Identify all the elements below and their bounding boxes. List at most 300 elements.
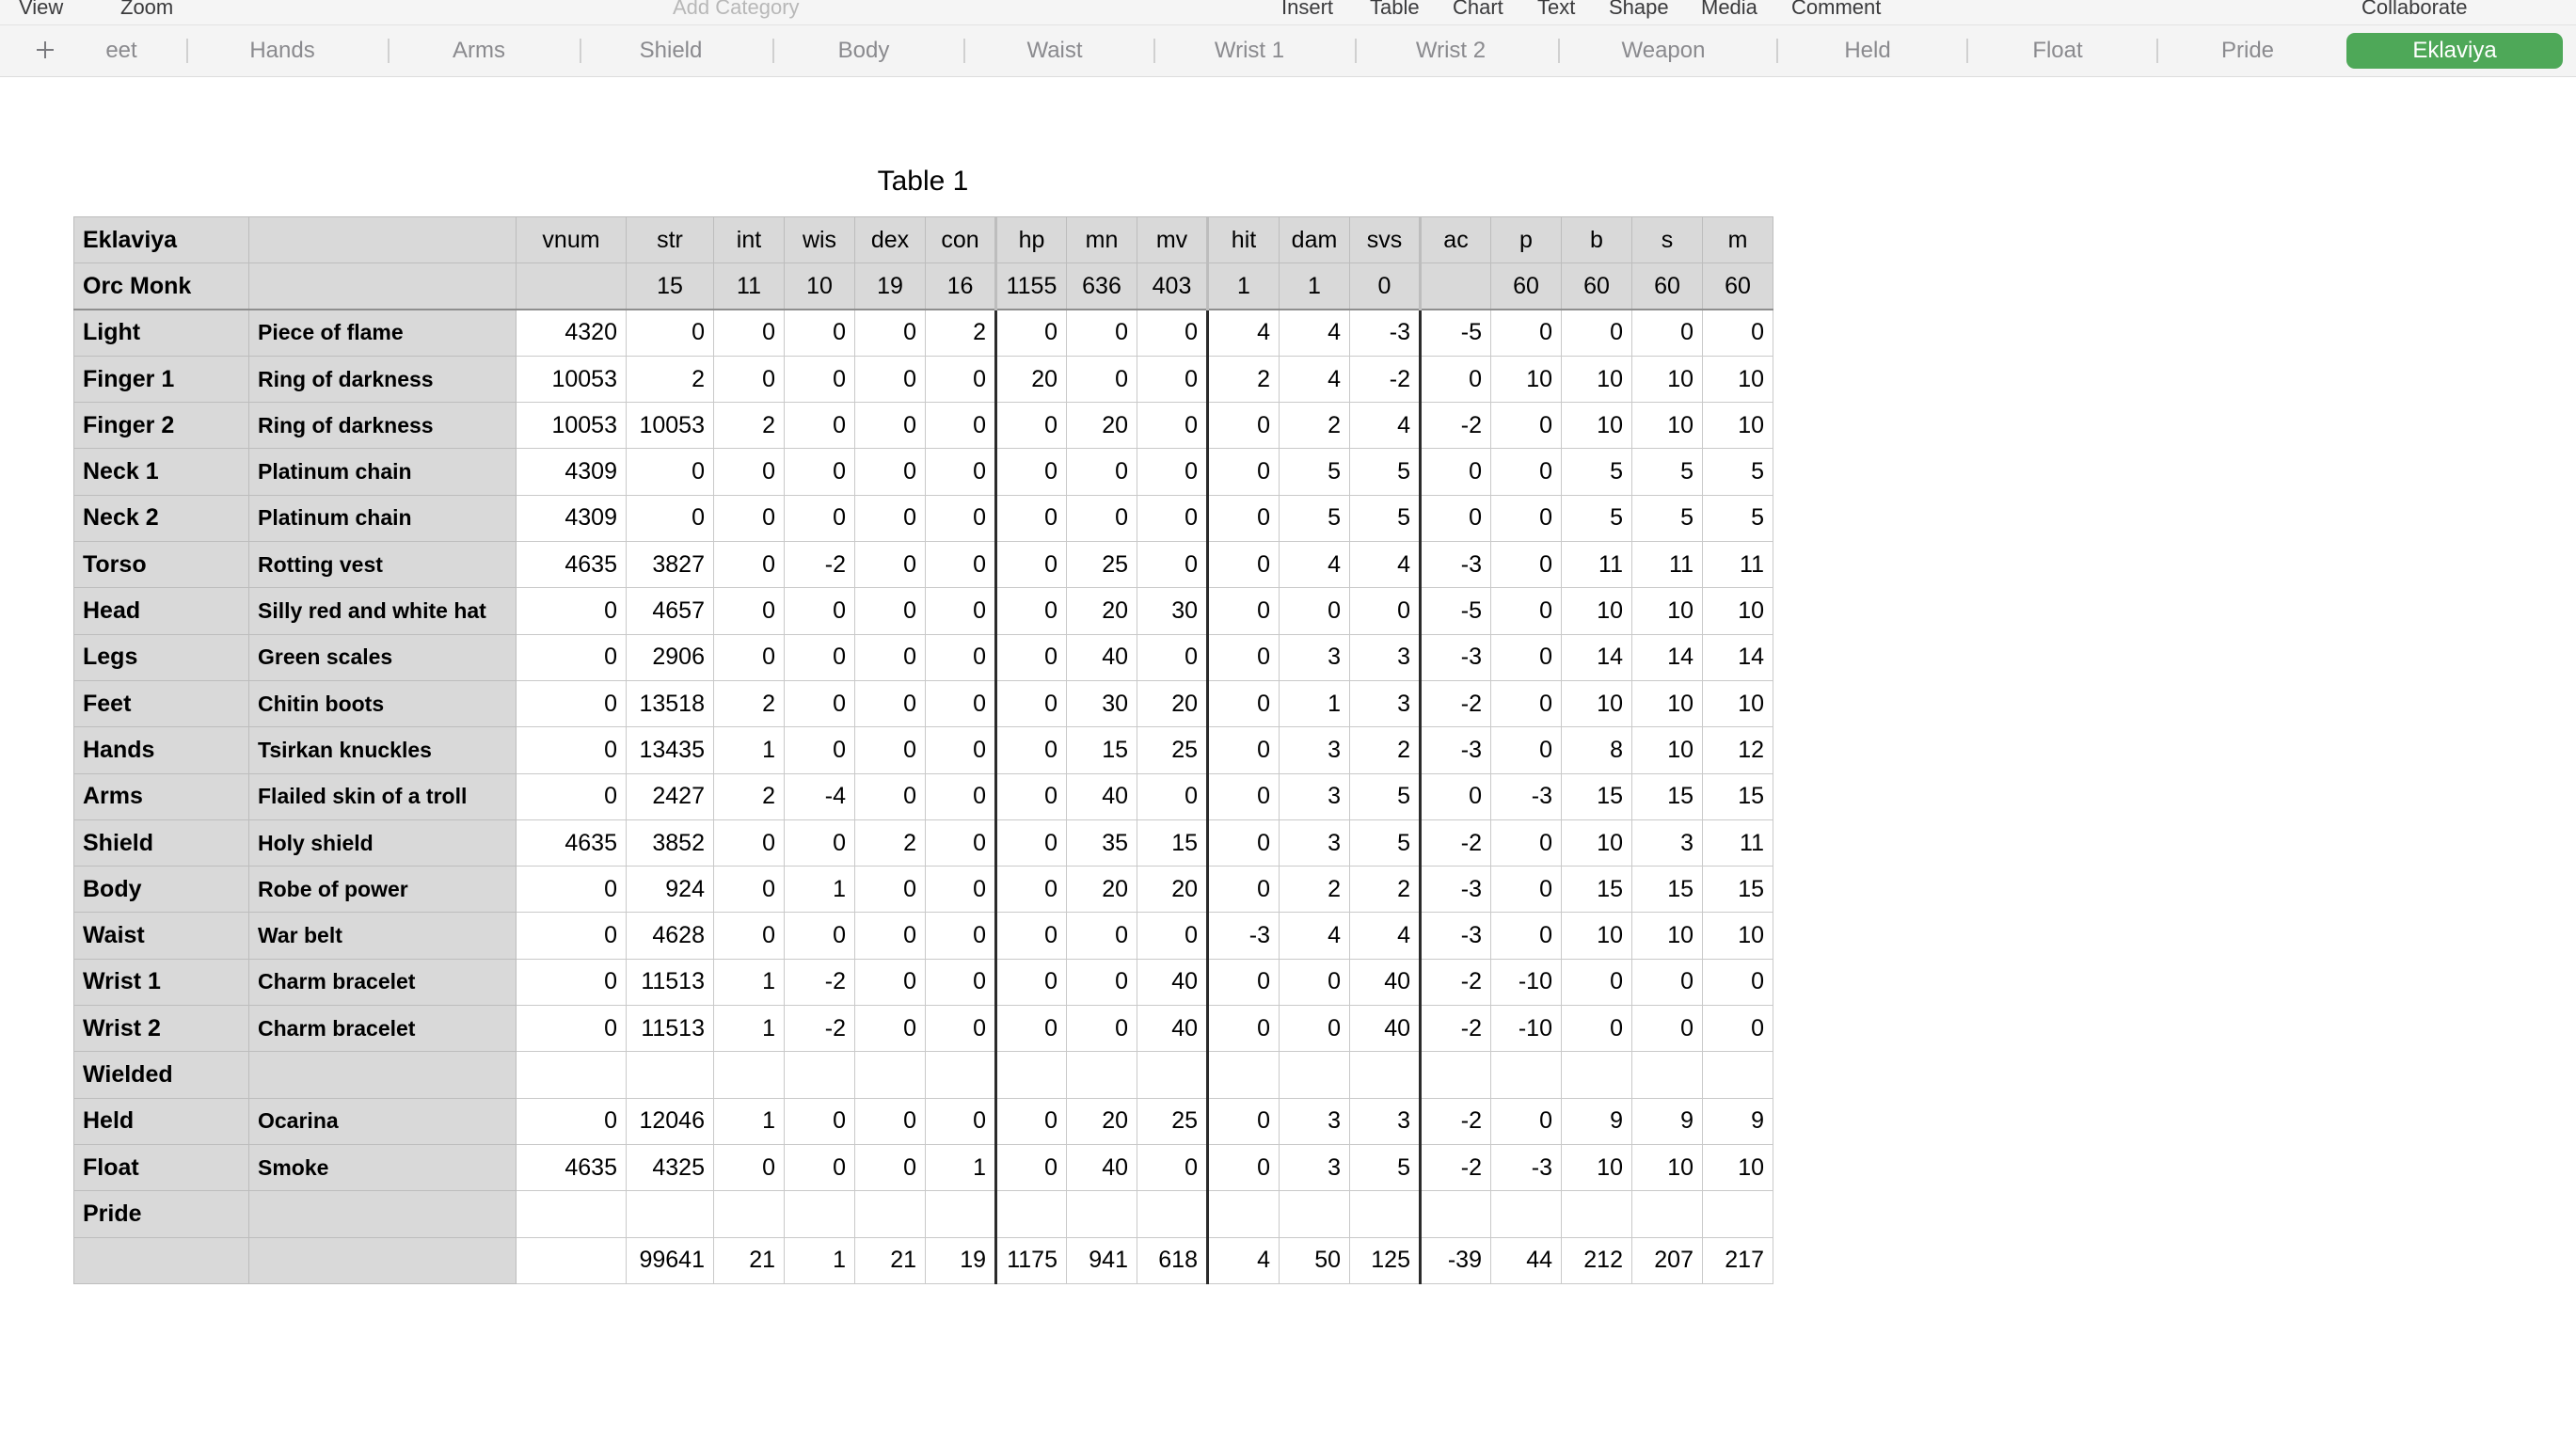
stat-cell[interactable] <box>996 1191 1067 1237</box>
stat-cell[interactable]: 4309 <box>517 495 627 541</box>
stat-cell[interactable]: 0 <box>996 449 1067 495</box>
stat-cell[interactable]: 15 <box>1137 819 1208 866</box>
stat-cell[interactable]: 3 <box>1350 1098 1421 1144</box>
stat-cell[interactable]: 25 <box>1067 542 1137 588</box>
stat-cell[interactable] <box>1280 1191 1350 1237</box>
slot-label-cell[interactable]: Wrist 2 <box>74 1006 249 1052</box>
stat-cell[interactable]: 0 <box>785 310 855 356</box>
stat-cell[interactable]: 0 <box>1350 588 1421 634</box>
stat-cell[interactable]: 0 <box>1421 449 1491 495</box>
stat-cell[interactable]: 0 <box>1421 495 1491 541</box>
slot-label-cell[interactable]: Float <box>74 1144 249 1190</box>
stat-cell[interactable]: 40 <box>1067 1144 1137 1190</box>
stat-cell[interactable]: 1 <box>714 1006 785 1052</box>
stat-cell[interactable] <box>1562 1191 1632 1237</box>
stat-cell[interactable]: 0 <box>714 1144 785 1190</box>
sheet-tab-waist[interactable]: Waist <box>963 39 1144 63</box>
slot-label-cell[interactable]: Finger 1 <box>74 356 249 402</box>
stat-cell[interactable]: 0 <box>1421 773 1491 819</box>
totals-label-cell[interactable] <box>74 1237 249 1283</box>
stat-cell[interactable]: 941 <box>1067 1237 1137 1283</box>
stat-cell[interactable]: hp <box>996 217 1067 263</box>
stat-cell[interactable]: 0 <box>855 542 926 588</box>
stat-cell[interactable]: -3 <box>1421 634 1491 680</box>
stat-cell[interactable]: mv <box>1137 217 1208 263</box>
stat-cell[interactable] <box>855 1052 926 1098</box>
stat-cell[interactable]: 0 <box>1491 449 1562 495</box>
stat-cell[interactable]: 0 <box>926 1098 996 1144</box>
slot-label-cell[interactable]: Neck 1 <box>74 449 249 495</box>
stat-cell[interactable]: 3 <box>1632 819 1703 866</box>
stat-cell[interactable]: 25 <box>1137 1098 1208 1144</box>
stat-cell[interactable]: 14 <box>1703 634 1773 680</box>
slot-label-cell[interactable]: Wrist 1 <box>74 959 249 1005</box>
stat-cell[interactable]: 5 <box>1632 449 1703 495</box>
stat-cell[interactable]: 19 <box>926 1237 996 1283</box>
stat-cell[interactable]: -10 <box>1491 1006 1562 1052</box>
stat-cell[interactable]: -2 <box>1350 356 1421 402</box>
stat-cell[interactable]: -2 <box>1421 1144 1491 1190</box>
stat-cell[interactable]: -2 <box>1421 403 1491 449</box>
stat-cell[interactable] <box>714 1191 785 1237</box>
item-name-cell[interactable]: Platinum chain <box>249 495 517 541</box>
stat-cell[interactable]: 0 <box>1208 680 1280 726</box>
stat-cell[interactable]: 4 <box>1208 1237 1280 1283</box>
stat-cell[interactable]: 3 <box>1280 1098 1350 1144</box>
stat-cell[interactable]: 0 <box>785 634 855 680</box>
stat-cell[interactable]: -3 <box>1421 867 1491 913</box>
stat-cell[interactable]: 5 <box>1703 449 1773 495</box>
stat-cell[interactable]: 0 <box>1137 495 1208 541</box>
stat-cell[interactable]: 0 <box>1703 959 1773 1005</box>
stat-cell[interactable]: -4 <box>785 773 855 819</box>
stat-cell[interactable]: 0 <box>1067 495 1137 541</box>
stat-cell[interactable] <box>1350 1052 1421 1098</box>
stat-cell[interactable]: 0 <box>996 819 1067 866</box>
stat-cell[interactable]: 20 <box>1137 867 1208 913</box>
stat-cell[interactable]: 2 <box>1350 727 1421 773</box>
stat-cell[interactable]: 0 <box>855 356 926 402</box>
stat-cell[interactable]: 2427 <box>627 773 714 819</box>
stat-cell[interactable]: -2 <box>1421 1098 1491 1144</box>
stat-cell[interactable]: 60 <box>1703 263 1773 310</box>
stat-cell[interactable] <box>1280 1052 1350 1098</box>
slot-label-cell[interactable]: Wielded <box>74 1052 249 1098</box>
stat-cell[interactable]: 40 <box>1137 959 1208 1005</box>
stat-cell[interactable]: 4 <box>1350 542 1421 588</box>
stat-cell[interactable]: -10 <box>1491 959 1562 1005</box>
stat-cell[interactable]: 0 <box>996 727 1067 773</box>
insert-button[interactable]: Insert <box>1281 0 1334 19</box>
stat-cell[interactable]: 0 <box>1067 1006 1137 1052</box>
zoom-menu[interactable]: Zoom <box>120 0 174 19</box>
slot-label-cell[interactable]: Held <box>74 1098 249 1144</box>
stat-cell[interactable]: 10 <box>1703 356 1773 402</box>
stat-cell[interactable]: 20 <box>1067 403 1137 449</box>
stat-cell[interactable]: 5 <box>1562 495 1632 541</box>
character-class-cell[interactable]: Orc Monk <box>74 263 249 310</box>
stat-cell[interactable]: 40 <box>1067 773 1137 819</box>
stat-cell[interactable]: 10 <box>1632 1144 1703 1190</box>
sheet-tab-arms[interactable]: Arms <box>388 39 568 63</box>
stat-cell[interactable]: 5 <box>1280 495 1350 541</box>
stat-cell[interactable] <box>517 1237 627 1283</box>
stat-cell[interactable] <box>627 1191 714 1237</box>
stat-cell[interactable]: p <box>1491 217 1562 263</box>
stat-cell[interactable]: 1 <box>714 1098 785 1144</box>
stat-cell[interactable]: -3 <box>1421 913 1491 959</box>
stat-cell[interactable] <box>627 1052 714 1098</box>
stat-cell[interactable]: 13518 <box>627 680 714 726</box>
stat-cell[interactable]: 1 <box>926 1144 996 1190</box>
stat-cell[interactable]: 3 <box>1280 1144 1350 1190</box>
stat-cell[interactable]: 0 <box>926 588 996 634</box>
stat-cell[interactable]: 0 <box>1137 913 1208 959</box>
stat-cell[interactable]: 0 <box>855 867 926 913</box>
stat-cell[interactable]: 10 <box>1703 913 1773 959</box>
item-name-cell[interactable] <box>249 1052 517 1098</box>
stat-cell[interactable]: 10 <box>1703 1144 1773 1190</box>
stat-cell[interactable]: 0 <box>855 1006 926 1052</box>
stat-cell[interactable]: 0 <box>855 727 926 773</box>
stat-cell[interactable]: 0 <box>996 588 1067 634</box>
stat-cell[interactable]: int <box>714 217 785 263</box>
stat-cell[interactable]: 0 <box>627 449 714 495</box>
stat-cell[interactable] <box>517 1191 627 1237</box>
stat-cell[interactable]: 924 <box>627 867 714 913</box>
sheet-tab-feet[interactable]: eet <box>105 38 137 63</box>
stat-cell[interactable]: 0 <box>926 403 996 449</box>
item-name-cell[interactable] <box>249 1191 517 1237</box>
stat-cell[interactable]: 11 <box>1562 542 1632 588</box>
stat-cell[interactable]: wis <box>785 217 855 263</box>
stat-cell[interactable]: -2 <box>785 1006 855 1052</box>
stat-cell[interactable]: 0 <box>996 634 1067 680</box>
stat-cell[interactable]: 0 <box>785 680 855 726</box>
stat-cell[interactable]: 5 <box>1350 495 1421 541</box>
stat-cell[interactable]: dam <box>1280 217 1350 263</box>
stat-cell[interactable]: 12046 <box>627 1098 714 1144</box>
stat-cell[interactable]: 0 <box>1491 680 1562 726</box>
stat-cell[interactable]: 212 <box>1562 1237 1632 1283</box>
stat-cell[interactable]: 0 <box>996 913 1067 959</box>
sheet-tab-float[interactable]: Float <box>1966 39 2147 63</box>
stat-cell[interactable]: 4 <box>1208 310 1280 356</box>
view-menu[interactable]: View <box>19 0 64 19</box>
stat-cell[interactable] <box>996 1052 1067 1098</box>
stat-cell[interactable]: 0 <box>1491 913 1562 959</box>
stat-cell[interactable]: 0 <box>517 1006 627 1052</box>
stat-cell[interactable]: 0 <box>785 1098 855 1144</box>
stat-cell[interactable]: 0 <box>517 680 627 726</box>
stat-cell[interactable]: -2 <box>1421 680 1491 726</box>
sheet-tab-wrist-1[interactable]: Wrist 1 <box>1153 39 1344 63</box>
stat-cell[interactable]: 10 <box>1703 680 1773 726</box>
stat-cell[interactable]: 10 <box>1632 403 1703 449</box>
stat-cell[interactable]: 0 <box>855 495 926 541</box>
stat-cell[interactable]: 125 <box>1350 1237 1421 1283</box>
stat-cell[interactable]: -2 <box>1421 819 1491 866</box>
stat-cell[interactable]: 11 <box>1703 819 1773 866</box>
stat-cell[interactable]: 403 <box>1137 263 1208 310</box>
stat-cell[interactable]: ac <box>1421 217 1491 263</box>
stat-cell[interactable]: 0 <box>1632 1006 1703 1052</box>
stat-cell[interactable]: 10 <box>1491 356 1562 402</box>
stat-cell[interactable]: 0 <box>1208 403 1280 449</box>
stat-cell[interactable]: 0 <box>1137 1144 1208 1190</box>
stat-cell[interactable]: 4 <box>1350 403 1421 449</box>
slot-label-cell[interactable]: Torso <box>74 542 249 588</box>
stat-cell[interactable]: -5 <box>1421 310 1491 356</box>
slot-label-cell[interactable]: Waist <box>74 913 249 959</box>
stat-cell[interactable] <box>1703 1052 1773 1098</box>
stat-cell[interactable]: 15 <box>1562 773 1632 819</box>
stat-cell[interactable]: 0 <box>785 913 855 959</box>
stat-cell[interactable]: 0 <box>1491 542 1562 588</box>
character-name-cell[interactable]: Eklaviya <box>74 217 249 263</box>
stat-cell[interactable]: 0 <box>785 819 855 866</box>
stat-cell[interactable]: 15 <box>1562 867 1632 913</box>
stat-cell[interactable]: 0 <box>1137 449 1208 495</box>
stat-cell[interactable]: 0 <box>785 588 855 634</box>
stat-cell[interactable]: 13435 <box>627 727 714 773</box>
stat-cell[interactable]: m <box>1703 217 1773 263</box>
stat-cell[interactable]: 2 <box>714 403 785 449</box>
stat-cell[interactable] <box>1421 1191 1491 1237</box>
stat-cell[interactable]: 0 <box>1137 634 1208 680</box>
stat-cell[interactable]: 0 <box>714 310 785 356</box>
stat-cell[interactable]: 0 <box>1280 588 1350 634</box>
stat-cell[interactable]: 21 <box>855 1237 926 1283</box>
collaborate-button[interactable]: Collaborate <box>2361 0 2468 19</box>
stat-cell[interactable]: 0 <box>714 819 785 866</box>
stat-cell[interactable]: 0 <box>926 913 996 959</box>
stat-cell[interactable]: 0 <box>1703 310 1773 356</box>
stat-cell[interactable]: 0 <box>1067 310 1137 356</box>
stat-cell[interactable]: 15 <box>1632 773 1703 819</box>
slot-label-cell[interactable]: Body <box>74 867 249 913</box>
stat-cell[interactable]: 10053 <box>627 403 714 449</box>
stat-cell[interactable]: 10 <box>1632 913 1703 959</box>
stat-cell[interactable]: 0 <box>1421 356 1491 402</box>
item-name-cell[interactable]: Charm bracelet <box>249 959 517 1005</box>
slot-label-cell[interactable]: Head <box>74 588 249 634</box>
stat-cell[interactable]: 21 <box>714 1237 785 1283</box>
stat-cell[interactable]: 207 <box>1632 1237 1703 1283</box>
stat-cell[interactable]: 0 <box>1208 959 1280 1005</box>
stat-cell[interactable]: -3 <box>1208 913 1280 959</box>
stat-cell[interactable]: 10 <box>1632 727 1703 773</box>
sheet-tab-pride[interactable]: Pride <box>2156 39 2337 63</box>
stat-cell[interactable] <box>1703 1191 1773 1237</box>
stat-cell[interactable]: 0 <box>517 959 627 1005</box>
stat-cell[interactable]: 20 <box>1067 867 1137 913</box>
stat-cell[interactable]: 15 <box>1703 773 1773 819</box>
stat-cell[interactable]: 25 <box>1137 727 1208 773</box>
stat-cell[interactable]: 60 <box>1632 263 1703 310</box>
stat-cell[interactable]: 10 <box>1703 588 1773 634</box>
stat-cell[interactable]: -2 <box>1421 959 1491 1005</box>
stat-cell[interactable]: 0 <box>1280 1006 1350 1052</box>
stat-cell[interactable]: 0 <box>785 727 855 773</box>
stat-cell[interactable]: hit <box>1208 217 1280 263</box>
stat-cell[interactable]: 0 <box>855 310 926 356</box>
table-title[interactable]: Table 1 <box>877 166 969 197</box>
stat-cell[interactable]: 11 <box>1703 542 1773 588</box>
stat-cell[interactable]: 0 <box>996 1098 1067 1144</box>
stat-cell[interactable]: 0 <box>1562 310 1632 356</box>
stat-cell[interactable]: 60 <box>1562 263 1632 310</box>
stat-cell[interactable]: 3827 <box>627 542 714 588</box>
item-name-cell[interactable]: Holy shield <box>249 819 517 866</box>
stat-cell[interactable]: 0 <box>714 449 785 495</box>
stat-cell[interactable]: 5 <box>1703 495 1773 541</box>
stat-cell[interactable]: 0 <box>517 913 627 959</box>
stat-cell[interactable]: 0 <box>517 1098 627 1144</box>
stat-cell[interactable]: 9 <box>1562 1098 1632 1144</box>
stat-cell[interactable]: 0 <box>855 588 926 634</box>
stat-cell[interactable]: 3852 <box>627 819 714 866</box>
chart-button[interactable]: Chart <box>1453 0 1503 19</box>
stat-cell[interactable]: 19 <box>855 263 926 310</box>
stat-cell[interactable]: 35 <box>1067 819 1137 866</box>
sheet-tab-held[interactable]: Held <box>1776 39 1957 63</box>
stat-cell[interactable]: 2 <box>714 773 785 819</box>
stat-cell[interactable]: -2 <box>1421 1006 1491 1052</box>
sheet-tab-eklaviya[interactable]: Eklaviya <box>2346 33 2563 69</box>
stat-cell[interactable] <box>1137 1052 1208 1098</box>
stat-cell[interactable]: 4 <box>1280 542 1350 588</box>
stat-cell[interactable]: 0 <box>785 1144 855 1190</box>
stat-cell[interactable] <box>517 1052 627 1098</box>
stat-cell[interactable]: 5 <box>1562 449 1632 495</box>
stat-cell[interactable]: -5 <box>1421 588 1491 634</box>
sheet-tab-wrist-2[interactable]: Wrist 2 <box>1355 39 1545 63</box>
stat-cell[interactable]: 5 <box>1350 773 1421 819</box>
item-name-cell[interactable]: Rotting vest <box>249 542 517 588</box>
stat-cell[interactable]: 11 <box>714 263 785 310</box>
stat-cell[interactable]: 4309 <box>517 449 627 495</box>
stat-cell[interactable]: 0 <box>1208 727 1280 773</box>
stat-cell[interactable]: 16 <box>926 263 996 310</box>
stat-cell[interactable]: 3 <box>1280 634 1350 680</box>
stat-cell[interactable]: 0 <box>1067 356 1137 402</box>
stat-cell[interactable]: 0 <box>1562 1006 1632 1052</box>
stat-cell[interactable]: 2 <box>926 310 996 356</box>
stat-cell[interactable]: str <box>627 217 714 263</box>
stat-cell[interactable]: 20 <box>1067 1098 1137 1144</box>
shape-button[interactable]: Shape <box>1609 0 1669 19</box>
stat-cell[interactable]: 0 <box>926 959 996 1005</box>
stat-cell[interactable]: 2 <box>1350 867 1421 913</box>
stat-cell[interactable]: 0 <box>1208 867 1280 913</box>
stat-cell[interactable]: 0 <box>996 403 1067 449</box>
stat-cell[interactable]: 0 <box>1703 1006 1773 1052</box>
stat-cell[interactable]: svs <box>1350 217 1421 263</box>
stat-cell[interactable]: 618 <box>1137 1237 1208 1283</box>
stat-cell[interactable]: 3 <box>1280 773 1350 819</box>
stat-cell[interactable]: 0 <box>1067 449 1137 495</box>
stat-cell[interactable]: 4 <box>1280 913 1350 959</box>
stat-cell[interactable]: 14 <box>1562 634 1632 680</box>
item-name-cell[interactable] <box>249 1237 517 1283</box>
stat-cell[interactable]: 0 <box>1137 356 1208 402</box>
stat-cell[interactable]: 0 <box>1208 542 1280 588</box>
stat-cell[interactable]: 0 <box>926 356 996 402</box>
stat-cell[interactable]: 1175 <box>996 1237 1067 1283</box>
stat-cell[interactable]: 15 <box>627 263 714 310</box>
stat-cell[interactable]: 4 <box>1350 913 1421 959</box>
stat-cell[interactable]: 5 <box>1350 819 1421 866</box>
stat-cell[interactable]: 10 <box>1562 588 1632 634</box>
stat-cell[interactable]: 0 <box>714 542 785 588</box>
item-name-cell[interactable]: Silly red and white hat <box>249 588 517 634</box>
stat-cell[interactable]: 0 <box>855 1144 926 1190</box>
stat-cell[interactable]: -3 <box>1491 1144 1562 1190</box>
stat-cell[interactable]: 10 <box>1632 356 1703 402</box>
stat-cell[interactable]: 2 <box>855 819 926 866</box>
stat-cell[interactable]: 0 <box>714 588 785 634</box>
stat-cell[interactable]: 10 <box>1562 403 1632 449</box>
stat-cell[interactable] <box>1421 263 1491 310</box>
sheet-tab-weapon[interactable]: Weapon <box>1558 39 1767 63</box>
stat-cell[interactable] <box>1632 1191 1703 1237</box>
stat-cell[interactable]: 9 <box>1632 1098 1703 1144</box>
stat-cell[interactable]: 4628 <box>627 913 714 959</box>
stat-cell[interactable]: 10 <box>1562 356 1632 402</box>
stat-cell[interactable]: 14 <box>1632 634 1703 680</box>
table-button[interactable]: Table <box>1370 0 1420 19</box>
stat-cell[interactable]: 0 <box>926 495 996 541</box>
stat-cell[interactable]: 15 <box>1632 867 1703 913</box>
slot-label-cell[interactable]: Finger 2 <box>74 403 249 449</box>
stat-cell[interactable] <box>1208 1191 1280 1237</box>
item-name-cell[interactable]: Platinum chain <box>249 449 517 495</box>
stat-cell[interactable]: 4635 <box>517 1144 627 1190</box>
stat-cell[interactable]: 30 <box>1137 588 1208 634</box>
stat-cell[interactable]: 0 <box>714 356 785 402</box>
stat-cell[interactable]: 9 <box>1703 1098 1773 1144</box>
stat-cell[interactable] <box>926 1052 996 1098</box>
stat-cell[interactable]: vnum <box>517 217 627 263</box>
stat-cell[interactable] <box>1067 1052 1137 1098</box>
stat-cell[interactable]: 10 <box>1632 588 1703 634</box>
stat-cell[interactable]: 0 <box>714 913 785 959</box>
stat-cell[interactable]: 11 <box>1632 542 1703 588</box>
stat-cell[interactable]: 3 <box>1280 819 1350 866</box>
stat-cell[interactable]: 0 <box>1067 959 1137 1005</box>
stat-cell[interactable]: 3 <box>1350 634 1421 680</box>
stat-cell[interactable]: -39 <box>1421 1237 1491 1283</box>
stat-cell[interactable]: 15 <box>1067 727 1137 773</box>
stat-cell[interactable]: 1 <box>785 867 855 913</box>
slot-label-cell[interactable]: Neck 2 <box>74 495 249 541</box>
item-name-cell[interactable] <box>249 217 517 263</box>
stat-cell[interactable]: 5 <box>1350 449 1421 495</box>
stat-cell[interactable]: 15 <box>1703 867 1773 913</box>
stat-cell[interactable]: 4635 <box>517 542 627 588</box>
stat-cell[interactable]: 0 <box>996 680 1067 726</box>
stat-cell[interactable]: mn <box>1067 217 1137 263</box>
stat-cell[interactable]: 0 <box>517 634 627 680</box>
item-name-cell[interactable]: War belt <box>249 913 517 959</box>
stat-cell[interactable]: 0 <box>1632 959 1703 1005</box>
stat-cell[interactable]: 99641 <box>627 1237 714 1283</box>
item-name-cell[interactable]: Charm bracelet <box>249 1006 517 1052</box>
slot-label-cell[interactable]: Shield <box>74 819 249 866</box>
stat-cell[interactable]: 2 <box>1208 356 1280 402</box>
text-button[interactable]: Text <box>1537 0 1576 19</box>
